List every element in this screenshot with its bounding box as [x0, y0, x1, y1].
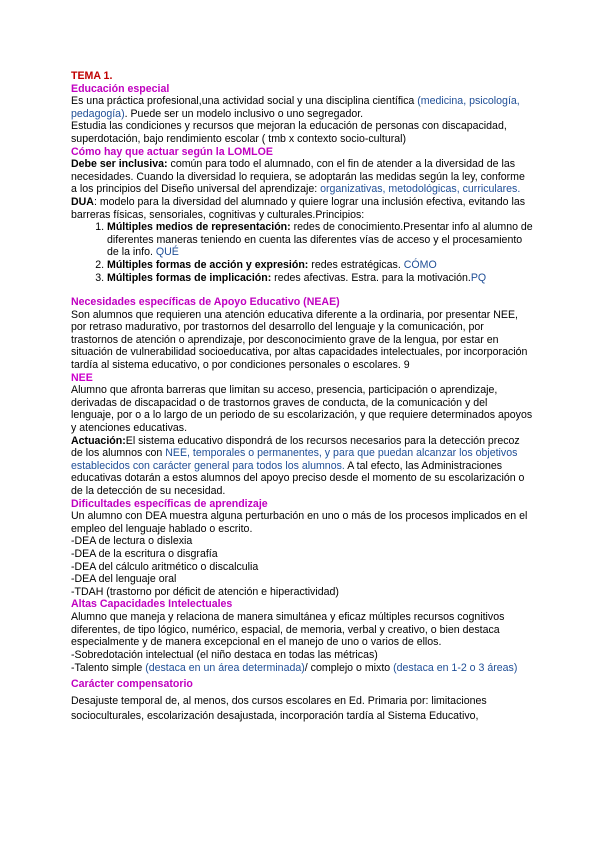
- altas-item-sobredotacion: -Sobredotación intelectual (el niño destaca en todas las métricas): [71, 648, 378, 661]
- paragraph-altas-capacidades: Alumno que maneja y relaciona de manera simultánea y eficaz múltiples recursos cognitivos diferentes, de tipo lógico, numérico, espacial, de memoria, verbal y creativo, o bien destaca especialmente y de manera excepcional en el manejo de uno o varios de ellos.: [71, 610, 505, 649]
- document-body: [71, 70, 533, 724]
- dea-item: -DEA de lectura o dislexia: [71, 535, 193, 548]
- heading-educacion-especial: Educación especial: [71, 82, 170, 95]
- heading-neae: Necesidades específicas de Apoyo Educativo (NEAE): [71, 296, 340, 309]
- dea-item: -DEA del lenguaje oral: [71, 573, 177, 586]
- paragraph-actuacion: Actuación:El sistema educativo dispondrá de los recursos necesarios para la detección precoz de los alumnos con NEE, temporales o permanentes, y para que puedan alcanzar los objetivos establecidos con carácter general para todos los alumnos. A tal efecto, las Administraciones educativas dotarán a estos alumnos del apoyo preciso desde el momento de su escolarización o de la detección de su necesidad.: [71, 434, 525, 497]
- heading-caracter-compensatorio: Carácter compensatorio: [71, 678, 193, 691]
- paragraph-nee: Alumno que afronta barreras que limitan su acceso, presencia, participación o aprendizaje, derivadas de discapacidad o de trastornos graves de conducta, de la comunicación y del lenguaje, por o a lo largo de un periodo de su escolarización, y que requiere determinados apoyos y atenciones educativas.: [71, 384, 533, 435]
- dea-item: -DEA de la escritura o disgrafía: [71, 547, 218, 560]
- altas-item-talento: -Talento simple (destaca en un área determinada)/ complejo o mixto (destaca en 1-2 o 3 áreas): [71, 662, 518, 675]
- paragraph-debe-ser-inclusiva: Debe ser inclusiva: común para todo el alumnado, con el fin de atender a la diversidad de las necesidades. Cuando la diversidad lo requiera, se adoptarán las medidas según la ley, conforme a los principios del Diseño universal del aprendizaje: organizativas, metodológicas, curriculares.: [71, 158, 525, 196]
- dea-item: -DEA del cálculo aritmético o discalculia: [71, 560, 259, 573]
- spacer: [71, 284, 533, 296]
- document-title: TEMA 1.: [71, 70, 113, 82]
- paragraph-neae: Son alumnos que requieren una atención educativa diferente a la ordinaria, por presentar NEE, por retraso madurativo, por trastornos del desarrollo del lenguaje y la comunicación, por trastornos de atención o aprendizaje, por desconocimiento grave de la lengua, por estar en situación de vulnerabilidad socioeducativa, por altas capacidades intelectuales, por incorporación tardía al sistema educativo, o por condiciones personales o escolares. 9: [71, 308, 528, 372]
- heading-lomloe: Cómo hay que actuar según la LOMLOE: [71, 145, 273, 158]
- heading-dea: Dificultades específicas de aprendizaje: [71, 497, 268, 510]
- paragraph-dea: Un alumno con DEA muestra alguna perturbación en uno o más de los procesos implicados en el empleo del lenguaje hablado o escrito.: [71, 510, 528, 535]
- list-item: 1. Múltiples medios de representación: redes de conocimiento.Presentar info al alumno de diferentes maneras teniendo en cuenta las diferentes vías de acceso y el procesamiento de la info. QUÉ: [107, 221, 533, 259]
- heading-altas-capacidades: Altas Capacidades Intelectuales: [71, 598, 233, 611]
- list-item: 3. Múltiples formas de implicación: redes afectivas. Estra. para la motivación.PQ: [107, 272, 533, 285]
- dua-principles-list: [71, 221, 533, 284]
- heading-nee: NEE: [71, 371, 93, 384]
- paragraph-compensatorio: Desajuste temporal de, al menos, dos cursos escolares en Ed. Primaria por: limitaciones socioculturales, escolarización desajustada, incorporación tardía al Sistema Educativo,: [71, 694, 487, 722]
- paragraph-educacion-1: Es una práctica profesional,una actividad social y una disciplina científica (medicina, psicología, pedagogía). Puede ser un modelo inclusivo o uno segregador.: [71, 95, 520, 120]
- paragraph-dua: DUA: modelo para la diversidad del alumnado y quiere lograr una inclusión efectiva, evitando las barreras físicas, sensoriales, cognitivas y culturales.Principios:: [71, 195, 526, 221]
- paragraph-educacion-2: Estudia las condiciones y recursos que mejoran la educación de personas con discapacidad, superdotación, bajo rendimiento escolar ( tmb x contexto socio-cultural): [71, 120, 507, 145]
- list-item: 2. Múltiples formas de acción y expresión: redes estratégicas. CÓMO: [107, 259, 533, 272]
- dea-item: -TDAH (trastorno por déficit de atención e hiperactividad): [71, 585, 339, 598]
